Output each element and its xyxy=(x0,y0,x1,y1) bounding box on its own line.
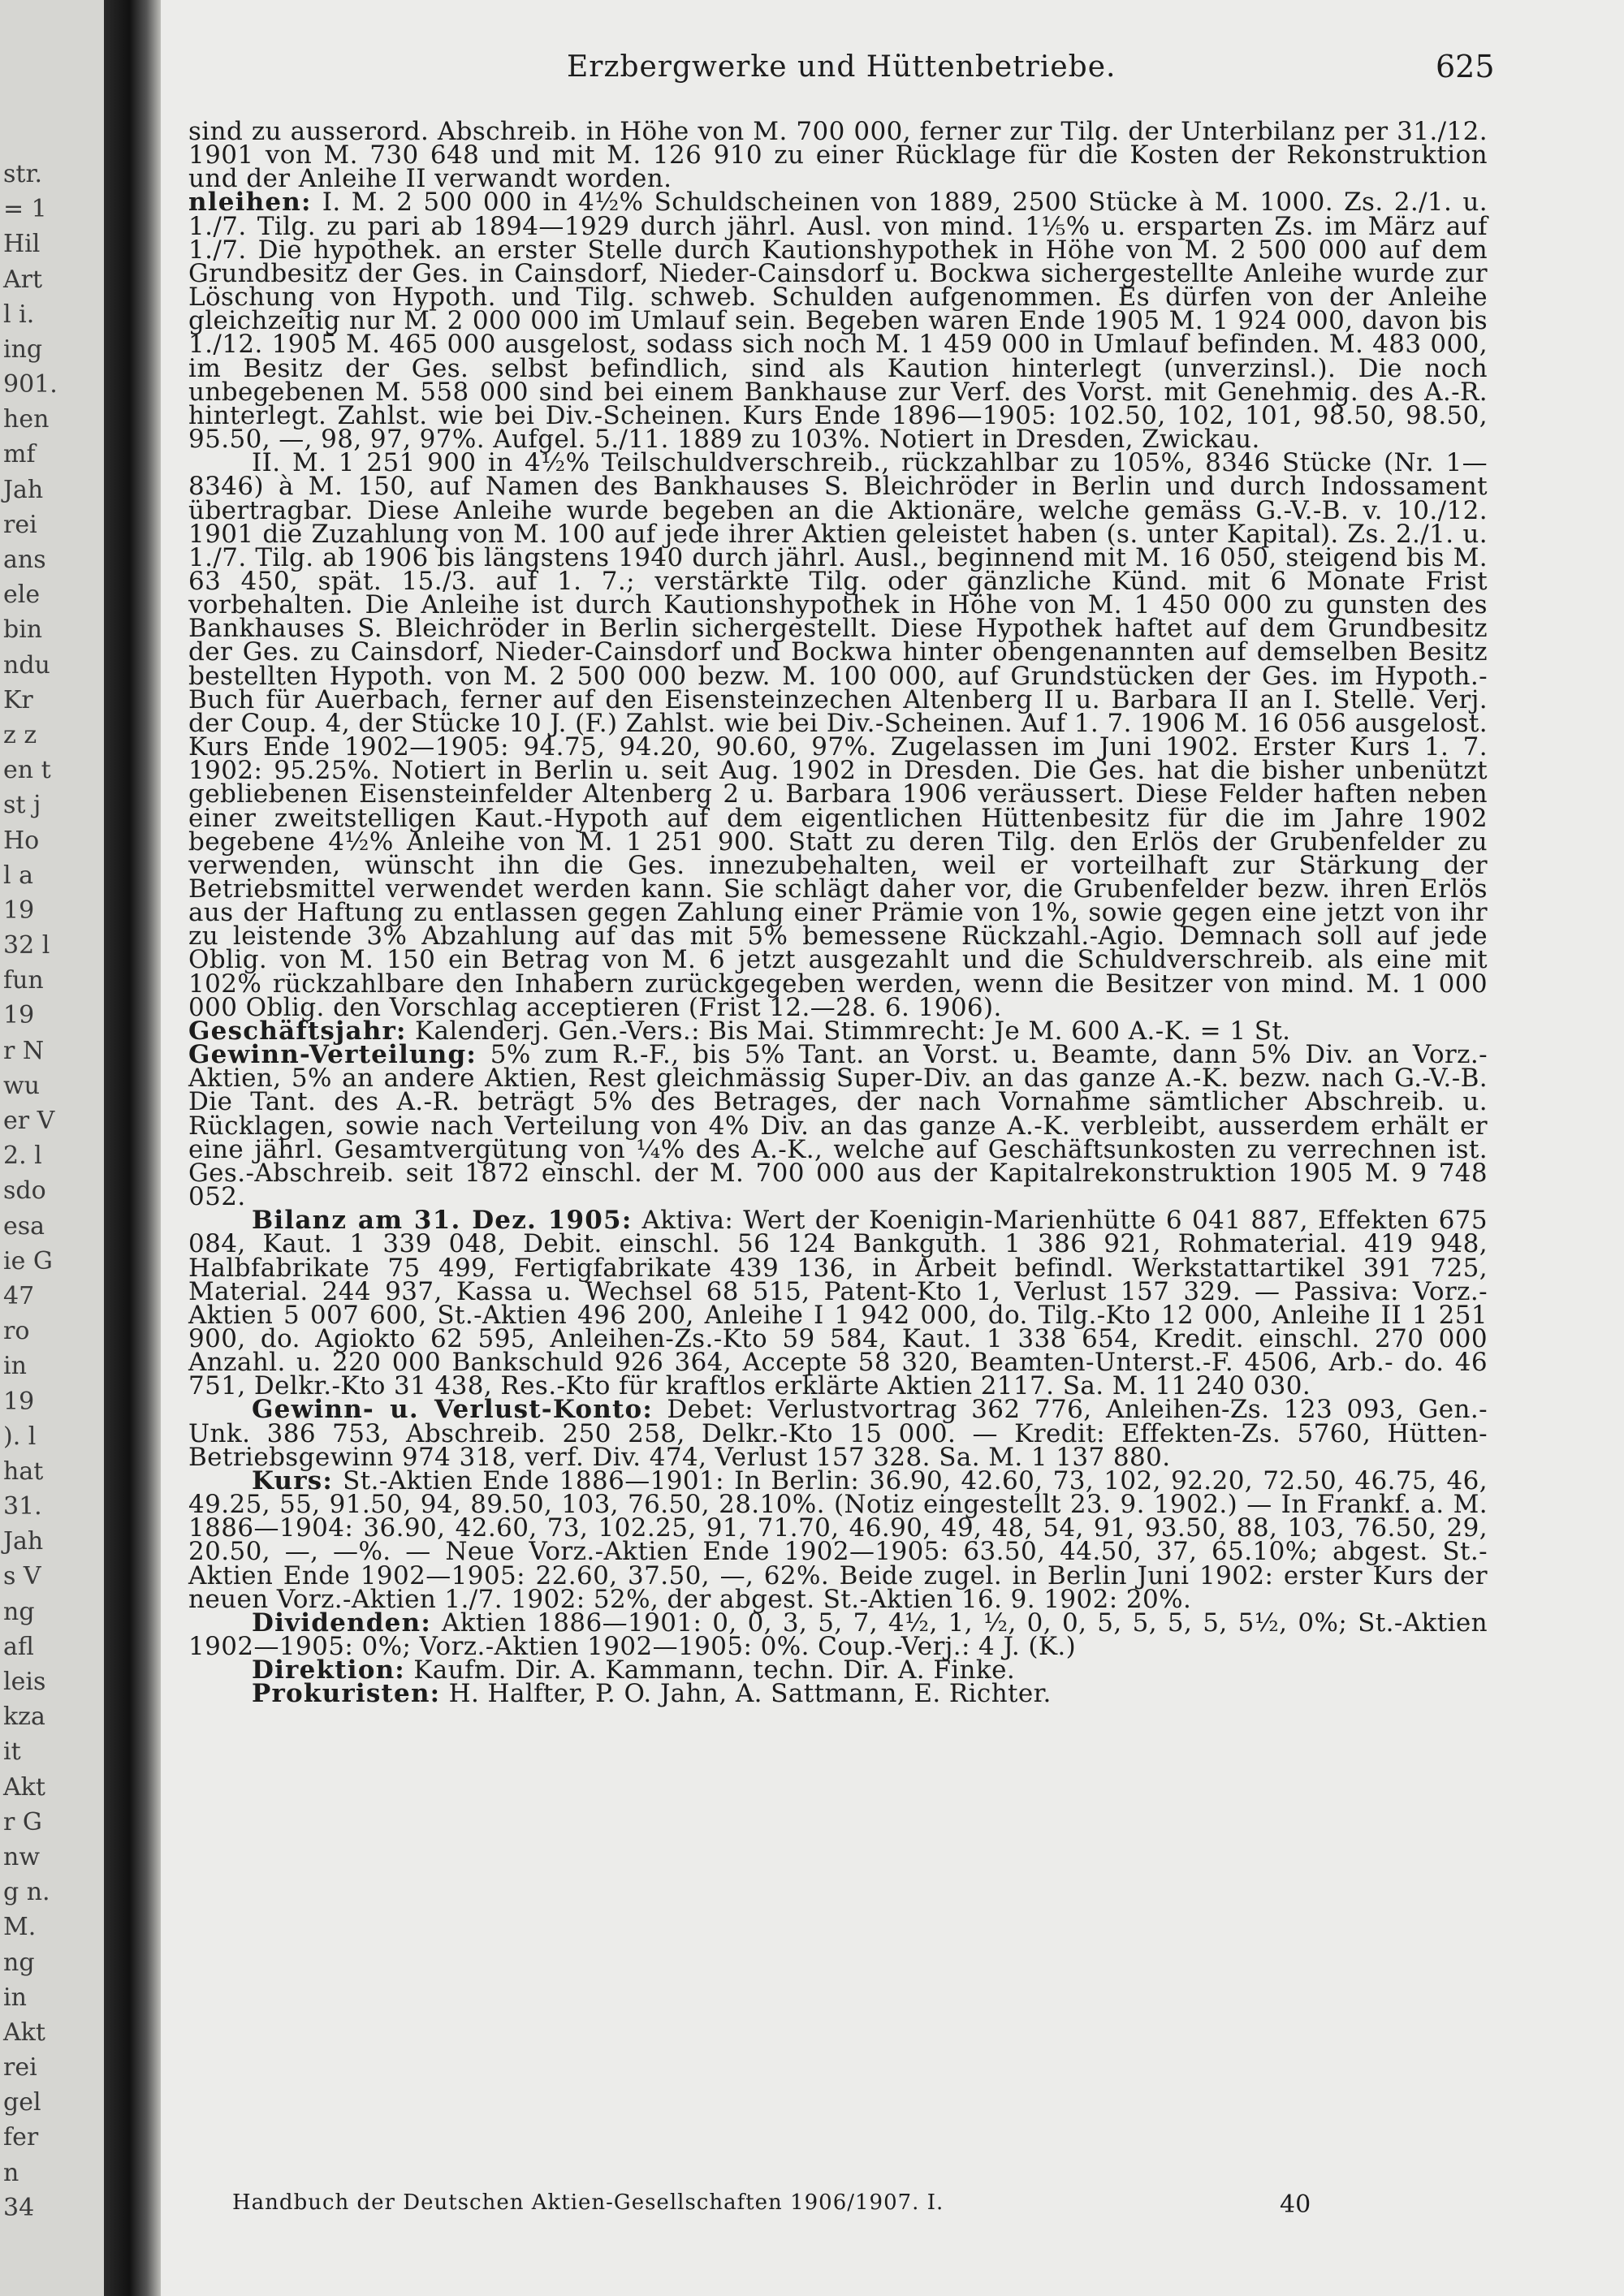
margin-fragment: 34 xyxy=(3,2194,35,2222)
margin-fragment: Kr xyxy=(3,686,33,714)
margin-fragment: M. xyxy=(3,1913,37,1941)
margin-fragment: rei xyxy=(3,2053,37,2082)
margin-fragment: l i. xyxy=(3,300,35,329)
paragraph-anleihe-ii: II. M. 1 251 900 in 4½% Teilschuldverschreib., rückzahlbar zu 105%, 8346 Stücke (Nr. 1—8346) à M. 150, auf Namen des Bankhauses S. Bleichröder in Berlin und durch Indossament übertragbar. Diese Anleihe wurde begeben an die Aktionäre, welche gemäss G.-V.-B. v. 10./12. 1901 die Zuzahlung von M. 100 auf jede ihrer Aktien geleistet haben (s. unter Kapital). Zs. 2./1. u. 1./7. Tilg. ab 1906 bis längstens 1940 durch jährl. Ausl., beginnend mit M. 16 050, steigend bis M. 63 450, spät. 15./3. auf 1. 7.; verstärkte Tilg. oder gänzliche Künd. mit 6 Monate Frist vorbehalten. Die Anleihe ist durch Kautionshypothek in Höhe von M. 1 450 000 zu gunsten des Bankhauses S. Bleichröder in Berlin sichergestellt. Diese Hypothek haftet auf dem Grundbesitz der Ges. zu Cainsdorf, Nieder-Cainsdorf und Bockwa hinter obengenannten auf demselben Besitz bestellten Hypoth. von M. 2 500 000 bezw. M. 100 000, auf Grundstücken der Ges. im Hypoth.-Buch für Auerbach, ferner auf den Eisensteinzechen Altenberg II u. Barbara II an I. Stelle. Verj. der Coup. 4, der Stücke 10 J. (F.) Zahlst. wie bei Div.-Scheinen. Auf 1. 7. 1906 M. 16 056 ausgelost. Kurs Ende 1902—1905: 94.75, 94.20, 90.60, 97%. Zugelassen im Juni 1902. Erster Kurs 1. 7. 1902: 95.25%. Notiert in Berlin u. seit Aug. 1902 in Dresden. Die Ges. hat die bisher unbenützt gebliebenen Eisensteinfelder Altenberg 2 u. Barbara 1906 veräussert. Diese Felder haften neben einer zweitstelligen Kaut.-Hypoth auf dem eigentlichen Hüttenbesitz für die im Jahre 1902 begebene 4½% Anleihe von M. 1 251 900. Statt zu deren Tilg. den Erlös der Grubenfelder zu verwenden, wünscht ihn die Ges. innezubehalten, weil er vorteilhaft zur Stärkung der Betriebsmittel verwendet werden kann. Sie schlägt daher vor, die Grubenfelder bezw. ihren Erlös aus der Haftung zu entlassen gegen Zahlung einer Prämie von 1%, sowie gegen eine jetzt von ihr zu leistende 3% Abzahlung auf das mit 5% bemessene Rückzahl.-Agio. Demnach soll auf jede Oblig. von M. 150 ein Betrag von M. 6 jetzt ausgezahlt und die Schuldverschreib. als eine mit 102% rückzahlbare den Inhabern zurückgegeben werden, wenn die Besitzer von mind. M. 1 000 000 Oblig. den Vorschlag acceptieren (Frist 12.—28. 6. 1906). xyxy=(188,448,1488,1022)
paragraph-gewinn-verteilung: Gewinn-Verteilung: 5% zum R.-F., bis 5% Tant. an Vorst. u. Beamte, dann 5% Div. an Vorz.-Aktien, 5% an andere Aktien, Rest gleichmässig Super-Div. an das ganze A.-K. bezw. nach G.-V.-B. Die Tant. des A.-R. beträgt 5% des Betrages, der nach Vornahme sämtlicher Abschreib. u. Rücklagen, sowie nach Verteilung von 4% Div. an das ganze A.-K. verbleibt, ausserdem erhält er eine jährl. Gesamtvergütung von ¼% des A.-K., welche auf Geschäftsunkosten zu verrechnen ist. Ges.-Abschreib. seit 1872 einschl. der M. 700 000 aus der Kapitalrekonstruktion 1905 M. 9 748 052. xyxy=(188,1040,1488,1212)
margin-fragment: nw xyxy=(3,1843,40,1871)
margin-fragment: hen xyxy=(3,405,50,434)
book-gutter xyxy=(104,0,161,2296)
paragraph-geschaeftsjahr: Geschäftsjahr: Kalenderj. Gen.-Vers.: Bis Mai. Stimmrecht: Je M. 600 A.-K. = 1 St. xyxy=(188,1016,1291,1046)
margin-fragment: bin xyxy=(3,615,43,644)
margin-fragment: it xyxy=(3,1737,21,1766)
margin-fragment: st j xyxy=(3,791,41,819)
margin-fragment: r N xyxy=(3,1037,45,1065)
footer-signature: 40 xyxy=(1280,2190,1311,2219)
margin-fragment: ele xyxy=(3,580,41,609)
paragraph-kurs: Kurs: St.-Aktien Ende 1886—1901: In Berlin: 36.90, 42.60, 73, 102, 92.20, 72.50, 46.75, 46, 49.25, 55, 91.50, 94, 89.50, 103, 76.50, 28.10%. (Notiz eingestellt 23. 9. 1902.) — In Frankf. a. M. 1886—1904: 36.90, 42.60, 73, 102.25, 91, 71.70, 46.90, 49, 48, 54, 91, 93.50, 88, 103, 76.50, 29, 20.50, —, —%. — Neue Vorz.-Aktien Ende 1902—1905: 63.50, 44.50, 37, 65.10%; abgest. St.-Aktien Ende 1902—1905: 22.60, 37.50, —, 62%. Beide zugel. in Berlin Juni 1902: erster Kurs der neuen Vorz.-Aktien 1./7. 1902: 52%, der abgest. St.-Aktien 16. 9. 1902: 20%. xyxy=(188,1465,1488,1614)
margin-fragment: 32 l xyxy=(3,931,50,960)
margin-fragment: fun xyxy=(3,966,44,995)
paragraph-anleihen: nleihen: I. M. 2 500 000 in 4½% Schuldscheinen von 1889, 2500 Stücke à M. 1000. Zs. 2./1. u. 1./7. Tilg. zu pari ab 1894—1929 durch jährl. Ausl. von mind. 1⅕% u. ersparten Zs. im März auf 1./7. Die hypothek. an erster Stelle durch Kautionshypothek in Höhe von M. 2 500 000 auf dem Grundbesitz der Ges. in Cainsdorf, Nieder-Cainsdorf u. Bockwa sichergestellte Anleihe wurde zur Löschung von Hypoth. und Tilg. schweb. Schulden aufgenommen. Es dürfen von der Anleihe gleichzeitig nur M. 2 000 000 im Umlauf sein. Begeben waren Ende 1905 M. 1 924 000, davon bis 1./12. 1905 M. 465 000 ausgelost, sodass sich noch M. 1 459 000 in Umlauf befinden. M. 483 000, im Besitz der Ges. selbst befindlich, sind als Kaution hinterlegt (unverzinsl.). Die noch unbegebenen M. 558 000 sind bei einem Bankhause zur Verf. des Vorst. mit Genehmig. des A.-R. hinterlegt. Zahlst. wie bei Div.-Scheinen. Kurs Ende 1896—1905: 102.50, 102, 101, 98.50, 98.50, 95.50, —, 98, 97, 97%. Aufgel. 5./11. 1889 zu 103%. Notiert in Dresden, Zwickau. xyxy=(188,188,1488,455)
running-header: Erzbergwerke und Hüttenbetriebe. xyxy=(567,50,1116,84)
margin-fragment: Akt xyxy=(3,2018,45,2047)
margin-fragment: 2. l xyxy=(3,1142,42,1170)
margin-fragment: ing xyxy=(3,335,43,364)
paragraph-direktion: Direktion: Kaufm. Dir. A. Kammann, techn. Dir. A. Finke. xyxy=(252,1655,1016,1685)
margin-fragment: Hil xyxy=(3,230,41,258)
margin-fragment: ie G xyxy=(3,1247,53,1275)
footer-source: Handbuch der Deutschen Aktien-Gesellschaften 1906/1907. I. xyxy=(232,2190,944,2215)
margin-fragment: Jah xyxy=(3,1527,44,1556)
margin-fragment: Ho xyxy=(3,826,40,855)
margin-fragment: leis xyxy=(3,1668,46,1696)
margin-fragment: str. xyxy=(3,160,43,188)
margin-fragment: Jah xyxy=(3,476,44,504)
page-number: 625 xyxy=(1436,49,1495,84)
paragraph-gewinn-verlust: Gewinn- u. Verlust-Konto: Debet: Verlustvortrag 362 776, Anleihen-Zs. 123 093, Gen.-Unk. 386 753, Abschreib. 250 258, Delkr.-Kto 15 000. — Kredit: Effekten-Zs. 5760, Hütten-Betriebsgewinn 974 318, verf. Div. 474, Verlust 157 328. Sa. M. 1 137 880. xyxy=(188,1395,1488,1472)
margin-fragment: kza xyxy=(3,1703,45,1731)
margin-fragment: r G xyxy=(3,1808,42,1836)
previous-page-strip xyxy=(0,0,104,2296)
margin-fragment: esa xyxy=(3,1212,45,1241)
margin-fragment: mf xyxy=(3,440,36,468)
margin-fragment: en t xyxy=(3,756,51,784)
paragraph-intro: sind zu ausserord. Abschreib. in Höhe von M. 700 000, ferner zur Tilg. der Unterbilanz per 31./12. 1901 von M. 730 648 und mit M. 126 910 zu einer Rücklage für die Kosten der Rekonstruktion und der Anleihe II verwandt worden. xyxy=(188,117,1488,194)
margin-fragment: 19 xyxy=(3,896,35,925)
margin-fragment: er V xyxy=(3,1107,55,1135)
margin-fragment: in xyxy=(3,1983,27,2012)
margin-fragment: = 1 xyxy=(3,195,47,223)
page-body xyxy=(188,117,1488,1709)
margin-fragment: l a xyxy=(3,861,34,890)
margin-fragment: rei xyxy=(3,511,37,539)
paragraph-bilanz: Bilanz am 31. Dez. 1905: Aktiva: Wert der Koenigin-Marienhütte 6 041 887, Effekten 675 084, Kaut. 1 339 048, Debit. einschl. 56 124 Bankguth. 1 386 921, Rohmaterial. 419 948, Halbfabrikate 75 499, Fertigfabrikate 439 136, in Arbeit befindl. Werkstattartikel 391 725, Material. 244 937, Kassa u. Wechsel 68 515, Patent-Kto 1, Verlust 157 329. — Passiva: Vorz.-Aktien 5 007 600, St.-Aktien 496 200, Anleihe I 1 942 000, do. Tilg.-Kto 12 000, Anleihe II 1 251 900, do. Agiokto 62 595, Anleihen-Zs.-Kto 59 584, Kaut. 1 338 654, Kredit. einschl. 270 000 Anzahl. u. 220 000 Bankschuld 926 364, Accepte 58 320, Beamten-Unterst.-F. 4506, Arb.- do. 46 751, Delkr.-Kto 31 438, Res.-Kto für kraftlos erklärte Aktien 2117. Sa. M. 11 240 030. xyxy=(188,1206,1488,1401)
margin-fragment: hat xyxy=(3,1457,44,1486)
paragraph-dividenden: Dividenden: Aktien 1886—1901: 0, 0, 3, 5, 7, 4½, 1, ½, 0, 0, 5, 5, 5, 5, 5½, 0%; St.-Aktien 1902—1905: 0%; Vorz.-Aktien 1902—1905: 0%. Coup.-Verj.: 4 J. (K.) xyxy=(188,1608,1488,1661)
margin-fragment: ng xyxy=(3,1949,35,1977)
margin-fragment: g n. xyxy=(3,1878,50,1906)
margin-fragment: ro xyxy=(3,1317,30,1345)
margin-fragment: 19 xyxy=(3,1388,35,1416)
margin-fragment: ). l xyxy=(3,1422,37,1451)
page xyxy=(161,0,1624,2296)
paragraph-prokuristen: Prokuristen: H. Halfter, P. O. Jahn, A. Sattmann, E. Richter. xyxy=(252,1679,1052,1709)
margin-fragment: z z xyxy=(3,721,37,749)
margin-fragment: in xyxy=(3,1352,27,1380)
margin-fragment: ndu xyxy=(3,651,50,680)
margin-fragment: wu xyxy=(3,1072,40,1100)
margin-fragment: n xyxy=(3,2159,19,2187)
margin-fragment: afl xyxy=(3,1633,34,1661)
margin-fragment: fer xyxy=(3,2123,39,2151)
margin-fragment: 901. xyxy=(3,370,58,399)
margin-fragment: gel xyxy=(3,2088,41,2117)
margin-fragment: 31. xyxy=(3,1492,42,1521)
margin-fragment: ng xyxy=(3,1598,35,1626)
margin-fragment: Art xyxy=(3,265,43,294)
margin-fragment: 19 xyxy=(3,1001,35,1029)
margin-fragment: sdo xyxy=(3,1176,46,1205)
margin-fragment: ans xyxy=(3,546,46,574)
margin-fragment: 47 xyxy=(3,1282,35,1310)
margin-fragment: Akt xyxy=(3,1773,45,1802)
margin-fragment: s V xyxy=(3,1562,41,1590)
